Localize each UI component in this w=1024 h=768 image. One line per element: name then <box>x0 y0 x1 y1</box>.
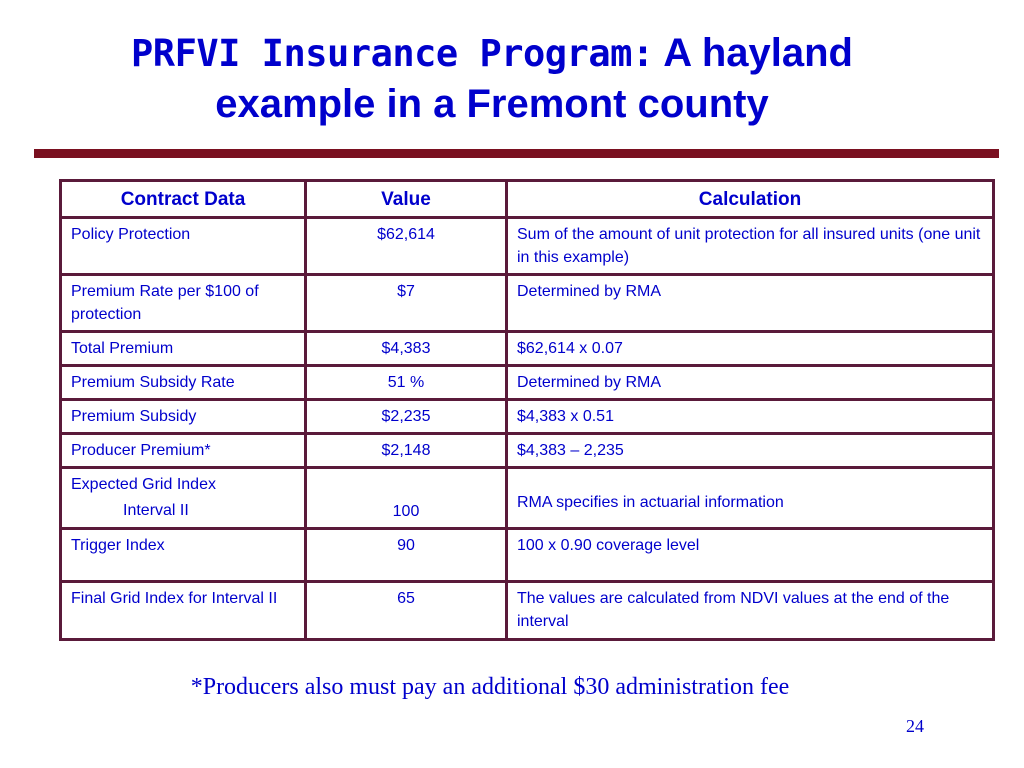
row-calculation: 100 x 0.90 coverage level <box>507 529 994 582</box>
row-value: 100 <box>306 468 507 529</box>
footnote: *Producers also must pay an additional $30 administration fee <box>190 674 790 700</box>
row-value: $4,383 <box>306 332 507 366</box>
table-row <box>61 582 994 640</box>
title-line2: example in a Fremont county <box>215 82 769 126</box>
table-row <box>61 218 994 275</box>
title-subject: A hayland <box>663 31 853 75</box>
table-row <box>61 529 994 582</box>
contract-data-table <box>59 179 995 641</box>
row-calculation: $4,383 x 0.51 <box>507 400 994 434</box>
header-calculation: Calculation <box>507 181 994 218</box>
row-calculation: $62,614 x 0.07 <box>507 332 994 366</box>
row-label: Total Premium <box>61 332 306 366</box>
row-label: Policy Protection <box>61 218 306 275</box>
row-calculation: $4,383 – 2,235 <box>507 434 994 468</box>
row-value: $2,148 <box>306 434 507 468</box>
row-value: 90 <box>306 529 507 582</box>
title-program-name: PRFVI Insurance Program: <box>131 32 654 75</box>
table-row <box>61 366 994 400</box>
table-row <box>61 275 994 332</box>
row-label: Premium Subsidy <box>61 400 306 434</box>
table-row <box>61 468 994 529</box>
row-calculation: Determined by RMA <box>507 366 994 400</box>
table-row <box>61 332 994 366</box>
row-label: Final Grid Index for Interval II <box>61 582 306 640</box>
row-label: Expected Grid Index <box>71 476 216 493</box>
table-row <box>61 400 994 434</box>
page-number: 24 <box>906 716 924 736</box>
title-divider <box>34 149 999 158</box>
row-value: 65 <box>306 582 507 640</box>
row-calculation: Determined by RMA <box>507 275 994 332</box>
slide-title <box>40 28 944 129</box>
header-value: Value <box>306 181 507 218</box>
row-label-sub: Interval II <box>123 502 189 519</box>
row-label: Producer Premium* <box>61 434 306 468</box>
table-header-row <box>61 181 994 218</box>
row-value: 51 % <box>306 366 507 400</box>
row-label: Premium Subsidy Rate <box>61 366 306 400</box>
row-label: Premium Rate per $100 of protection <box>61 275 306 332</box>
row-label: Trigger Index <box>61 529 306 582</box>
table-row <box>61 434 994 468</box>
row-calculation: Sum of the amount of unit protection for all insured units (one unit in this example) <box>507 218 994 275</box>
row-value: $62,614 <box>306 218 507 275</box>
row-calculation: RMA specifies in actuarial information <box>507 468 994 529</box>
row-value: $7 <box>306 275 507 332</box>
header-contract-data: Contract Data <box>61 181 306 218</box>
row-value: $2,235 <box>306 400 507 434</box>
row-label-cell <box>61 468 306 529</box>
row-calculation: The values are calculated from NDVI values at the end of the interval <box>507 582 994 640</box>
